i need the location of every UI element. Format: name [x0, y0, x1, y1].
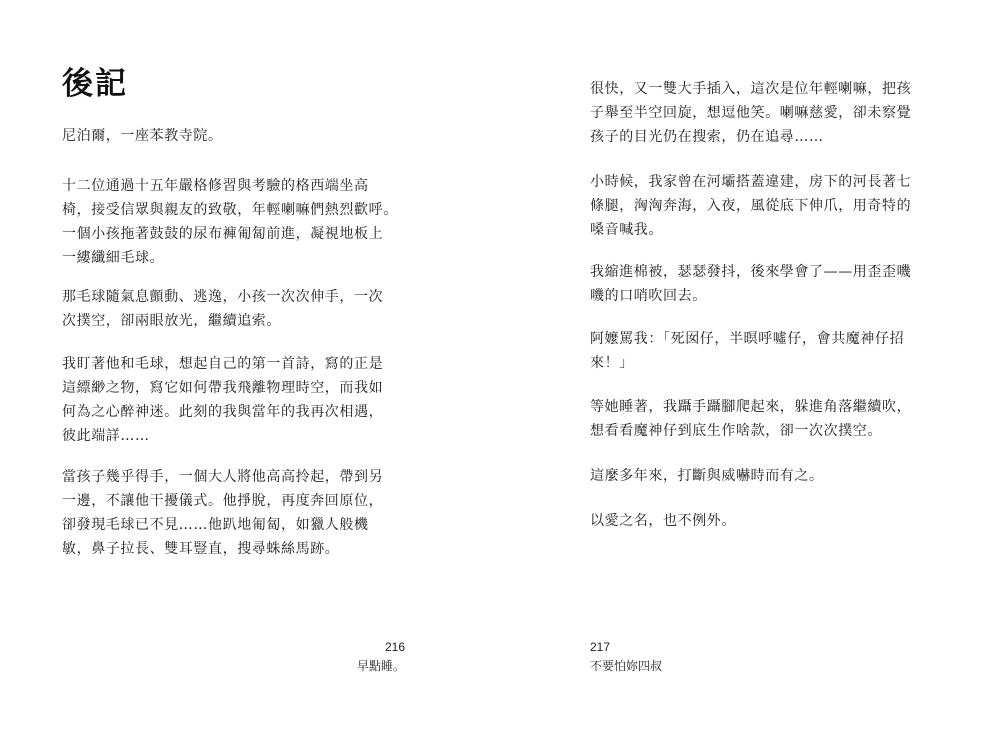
text-line: 卻發現毛球已不見……他趴地匍匐，如獵人般機	[62, 517, 369, 533]
text-line: 何為之心醉神迷。此刻的我與當年的我再次相遇，	[62, 404, 384, 420]
paragraph	[590, 395, 942, 443]
text-line: 阿嬤罵我：「死囡仔，半暝呼噓仔，會共魔神仔招	[590, 331, 905, 347]
text-line: 一邊，不讓他干擾儀式。他掙脫，再度奔回原位，	[62, 493, 384, 509]
paragraph	[590, 77, 942, 149]
text-line: 這麼多年來，打斷與威嚇時而有之。	[590, 468, 824, 484]
text-line: 尼泊爾，一座苯教寺院。	[62, 128, 223, 144]
paragraph	[590, 260, 942, 308]
text-line: 小時候，我家曾在河壩搭蓋違建，房下的河長著七	[590, 174, 912, 190]
paragraph	[590, 509, 942, 533]
page-number: 217	[590, 640, 611, 654]
text-line: 一個小孩拖著鼓鼓的尿布褲匍匐前進，凝視地板上	[62, 226, 384, 242]
running-title: 早點睡。	[357, 659, 406, 673]
paragraph	[62, 285, 414, 333]
text-line: 椅，接受信眾與親友的致敬，年輕喇嘛們熱烈歡呼。	[62, 202, 398, 218]
text-line: 嘰的口哨吹回去。	[590, 288, 707, 304]
paragraph	[62, 124, 414, 148]
text-line: 嗓音喊我。	[590, 222, 663, 238]
text-line: 敏，鼻子拉長、雙耳豎直，搜尋蛛絲馬跡。	[62, 541, 340, 557]
page-number: 216	[385, 640, 406, 654]
text-line: 很快，又一雙大手插入，這次是位年輕喇嘛，把孩	[590, 81, 912, 97]
text-line: 那毛球隨氣息顫動、逃逸，小孩一次次伸手，一次	[62, 289, 384, 305]
text-line: 我縮進棉被，瑟瑟發抖，後來學會了——用歪歪嘰	[590, 264, 912, 280]
text-line: 子舉至半空回旋，想逗他笑。喇嘛慈愛，卻未察覺	[590, 105, 912, 121]
text-line: 以愛之名，也不例外。	[590, 513, 736, 529]
text-line: 孩子的目光仍在搜索，仍在追尋……	[590, 129, 824, 145]
text-line: 等她睡著，我躡手躡腳爬起來，躲進角落繼續吹，	[590, 399, 912, 415]
text-line: 十二位通過十五年嚴格修習與考驗的格西端坐高	[62, 178, 369, 194]
text-line: 我盯著他和毛球，想起自己的第一首詩，寫的正是	[62, 356, 384, 372]
text-line: 次撲空，卻兩眼放光，繼續追索。	[62, 313, 281, 329]
paragraph	[590, 170, 942, 242]
paragraph	[590, 464, 942, 488]
text-line: 當孩子幾乎得手，一個大人將他高高拎起，帶到另	[62, 469, 384, 485]
text-line: 來！」	[590, 355, 634, 371]
page-title: 後記	[62, 66, 128, 102]
text-line: 彼此端詳……	[62, 428, 150, 444]
paragraph	[62, 465, 414, 561]
right-page	[500, 0, 1000, 732]
paragraph	[62, 174, 414, 270]
text-line: 條腿，洶洶奔海，入夜，風從底下伸爪，用奇特的	[590, 198, 912, 214]
paragraph	[590, 327, 942, 375]
text-line: 想看看魔神仔到底生作啥款，卻一次次撲空。	[590, 423, 882, 439]
running-title: 不要怕妳四叔	[590, 659, 663, 673]
paragraph	[62, 352, 414, 448]
text-line: 一縷纖細毛球。	[62, 250, 165, 266]
text-line: 這縹緲之物，寫它如何帶我飛離物理時空，而我如	[62, 380, 384, 396]
